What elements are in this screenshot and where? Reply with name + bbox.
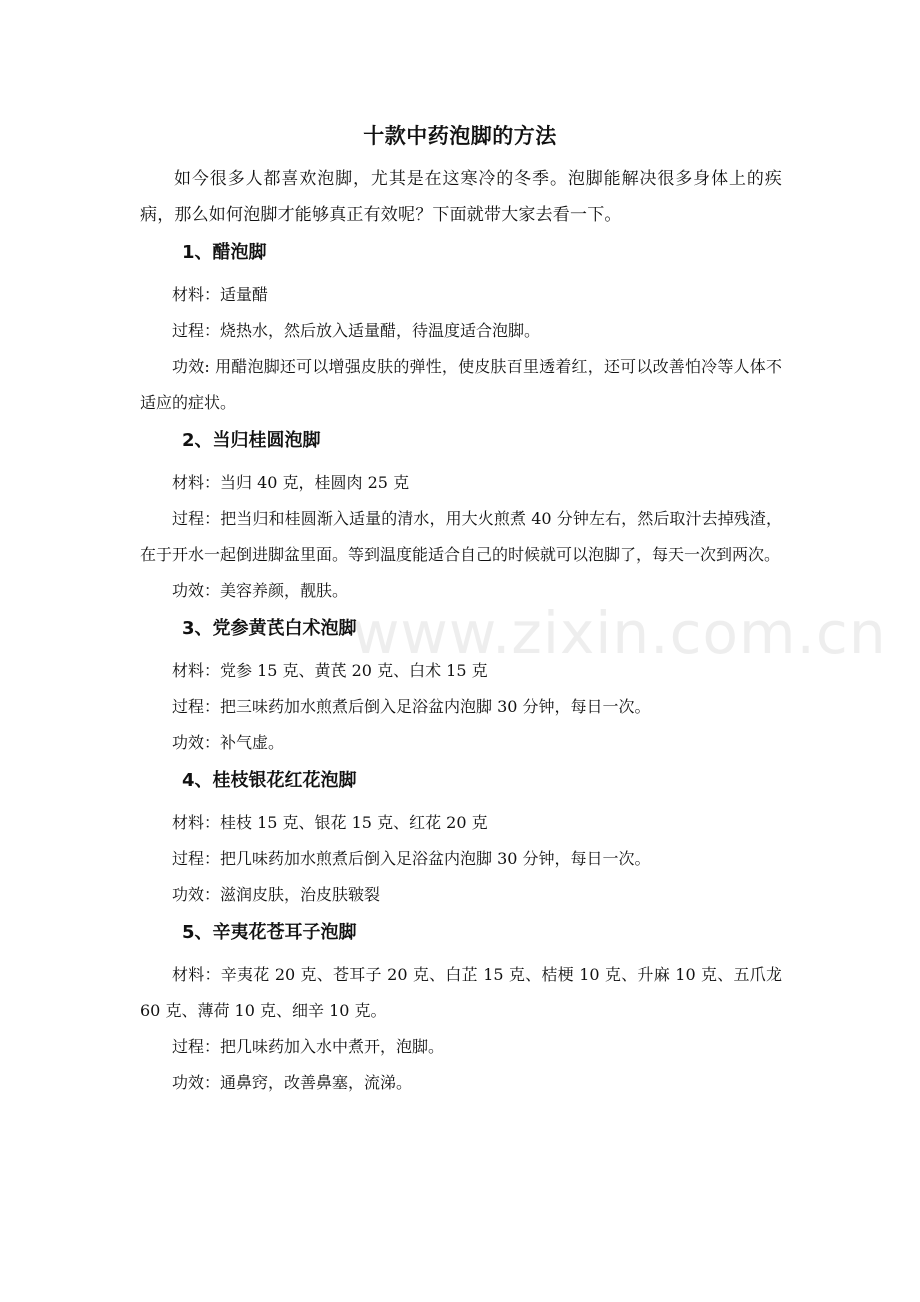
section-heading: 1、醋泡脚	[182, 242, 267, 263]
section-5	[140, 915, 782, 1101]
effect-text: 功效：滋润皮肤，治皮肤皲裂	[172, 885, 381, 904]
materials-text: 材料：桂枝 15 克、银花 15 克、红花 20 克	[172, 813, 488, 832]
intro-paragraph: 如今很多人都喜欢泡脚，尤其是在这寒冷的冬季。泡脚能解决很多身体上的疾病，那么如何泡脚才能够真正有效呢？下面就带大家去看一下。	[140, 169, 782, 225]
section-1	[140, 235, 782, 421]
effect-text: 功效：通鼻窍，改善鼻塞，流涕。	[172, 1073, 413, 1092]
process-text: 过程：把几味药加水煎煮后倒入足浴盆内泡脚 30 分钟，每日一次。	[172, 849, 651, 868]
section-heading: 4、桂枝银花红花泡脚	[182, 770, 357, 791]
section-2	[140, 423, 782, 609]
process-text: 过程：把当归和桂圆渐入适量的清水，用大火煎煮 40 分钟左右，然后取汁去掉残渣，在于开水一起倒进脚盆里面。等到温度能适合自己的时候就可以泡脚了，每天一次到两次。	[140, 509, 782, 564]
materials-text: 材料：适量醋	[172, 285, 269, 304]
section-heading: 5、辛夷花苍耳子泡脚	[182, 922, 357, 943]
process-text: 过程：把三味药加水煎煮后倒入足浴盆内泡脚 30 分钟，每日一次。	[172, 697, 651, 716]
materials-text: 材料：党参 15 克、黄芪 20 克、白术 15 克	[172, 661, 488, 680]
materials-text: 材料：当归 40 克，桂圆肉 25 克	[172, 473, 410, 492]
page-title: 十款中药泡脚的方法	[363, 124, 557, 148]
process-text: 过程：把几味药加入水中煮开，泡脚。	[172, 1037, 445, 1056]
effect-text: 功效：美容养颜，靓肤。	[172, 581, 349, 600]
section-4	[140, 763, 782, 913]
section-heading: 2、当归桂圆泡脚	[182, 430, 321, 451]
process-text: 过程：烧热水，然后放入适量醋，待温度适合泡脚。	[172, 321, 541, 340]
watermark: www.zixin.com.cn	[352, 599, 887, 667]
document-body	[140, 161, 782, 1101]
effect-text: 功效：补气虚。	[172, 733, 285, 752]
materials-text: 材料：辛夷花 20 克、苍耳子 20 克、白芷 15 克、桔梗 10 克、升麻 10 克、五爪龙 60 克、薄荷 10 克、细辛 10 克。	[140, 965, 782, 1020]
section-heading: 3、党参黄芪白术泡脚	[182, 618, 357, 639]
effect-text: 功效: 用醋泡脚还可以增强皮肤的弹性，使皮肤百里透着红，还可以改善怕冷等人体不适应的症状。	[140, 357, 782, 412]
section-3	[140, 611, 782, 761]
